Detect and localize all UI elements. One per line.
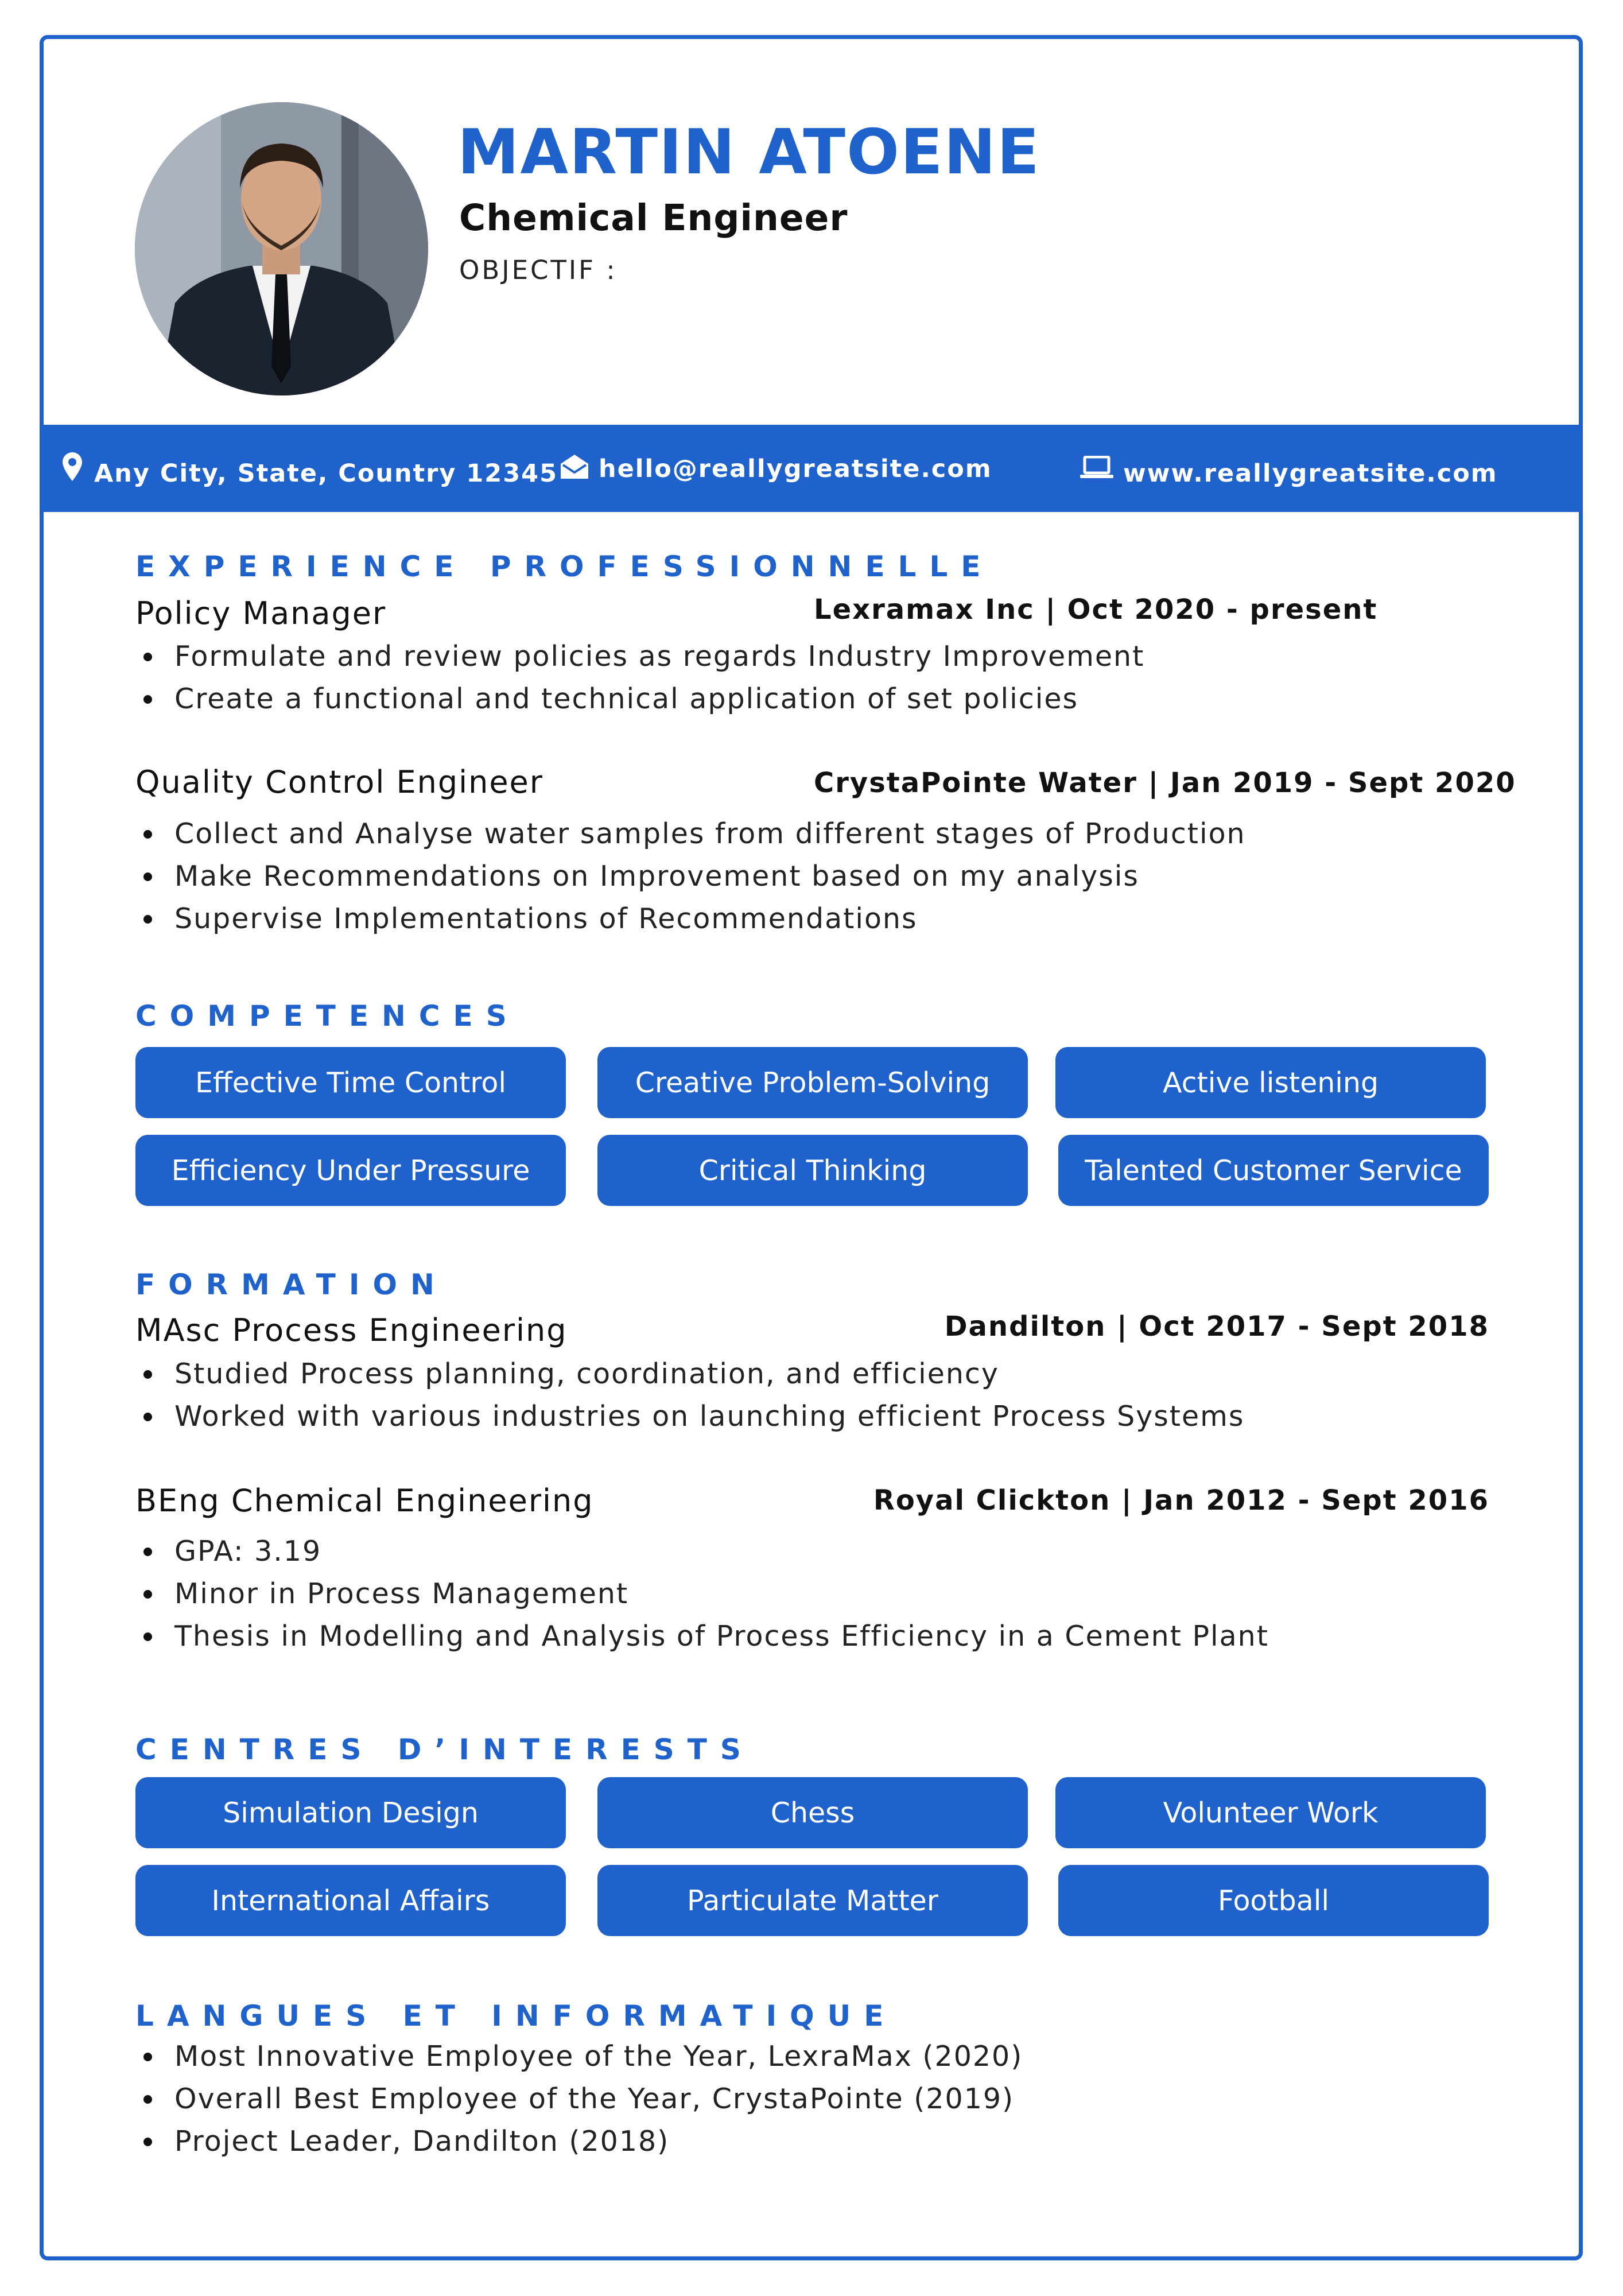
objective-label: OBJECTIF : xyxy=(459,255,618,285)
degree-title: BEng Chemical Engineering xyxy=(135,1483,594,1519)
skill-pill: Creative Problem-Solving xyxy=(597,1047,1028,1118)
website-text[interactable]: www.reallygreatsite.com xyxy=(1123,459,1498,488)
languages-bullets xyxy=(135,2035,1023,2163)
candidate-name: MARTIN ATOENE xyxy=(457,117,1040,188)
job-bullets xyxy=(135,635,1144,720)
list-item: Create a functional and technical application of set policies xyxy=(135,678,1144,720)
section-title-languages: LANGUES ET INFORMATIQUE xyxy=(135,1999,897,2033)
list-item: GPA: 3.19 xyxy=(135,1530,1269,1573)
location-pin-icon xyxy=(63,452,82,481)
list-item: Worked with various industries on launching efficient Process Systems xyxy=(135,1395,1244,1438)
job-title: Chemical Engineer xyxy=(459,197,848,239)
job-role: Quality Control Engineer xyxy=(135,764,543,800)
skill-pill: Talented Customer Service xyxy=(1058,1135,1489,1206)
list-item: Formulate and review policies as regards Industry Improvement xyxy=(135,635,1144,678)
interest-pill: International Affairs xyxy=(135,1865,566,1936)
laptop-icon xyxy=(1080,456,1113,479)
list-item: Make Recommendations on Improvement based on my analysis xyxy=(135,855,1246,898)
list-item: Supervise Implementations of Recommendations xyxy=(135,898,1246,940)
skill-pill: Efficiency Under Pressure xyxy=(135,1135,566,1206)
interest-pill: Football xyxy=(1058,1865,1489,1936)
degree-bullets xyxy=(135,1530,1269,1658)
address-text: Any City, State, Country 12345 xyxy=(94,459,558,488)
job-bullets xyxy=(135,813,1246,940)
list-item: Project Leader, Dandilton (2018) xyxy=(135,2120,1023,2163)
envelope-icon xyxy=(561,455,588,479)
interest-pill: Chess xyxy=(597,1777,1028,1848)
degree-meta: Royal Clickton | Jan 2012 - Sept 2016 xyxy=(873,1484,1489,1517)
section-title-interests: CENTRES D’INTERESTS xyxy=(135,1733,754,1766)
degree-title: MAsc Process Engineering xyxy=(135,1312,568,1348)
skill-pill: Critical Thinking xyxy=(597,1135,1028,1206)
list-item: Most Innovative Employee of the Year, LexraMax (2020) xyxy=(135,2035,1023,2078)
job-meta: Lexramax Inc | Oct 2020 - present xyxy=(814,594,1378,626)
section-title-experience: EXPERIENCE PROFESSIONNELLE xyxy=(135,550,994,583)
job-meta: CrystaPointe Water | Jan 2019 - Sept 2020 xyxy=(814,767,1516,799)
list-item: Thesis in Modelling and Analysis of Process Efficiency in a Cement Plant xyxy=(135,1615,1269,1658)
list-item: Minor in Process Management xyxy=(135,1573,1269,1615)
interest-pill: Volunteer Work xyxy=(1055,1777,1486,1848)
list-item: Studied Process planning, coordination, and efficiency xyxy=(135,1353,1244,1395)
list-item: Overall Best Employee of the Year, CrystaPointe (2019) xyxy=(135,2078,1023,2120)
email-text[interactable]: hello@reallygreatsite.com xyxy=(599,455,992,483)
interest-pill: Particulate Matter xyxy=(597,1865,1028,1936)
section-title-education: FORMATION xyxy=(135,1268,448,1301)
skill-pill: Effective Time Control xyxy=(135,1047,566,1118)
contact-bar xyxy=(41,425,1582,512)
job-role: Policy Manager xyxy=(135,595,387,631)
section-title-skills: COMPETENCES xyxy=(135,999,520,1033)
skill-pill: Active listening xyxy=(1055,1047,1486,1118)
profile-photo xyxy=(135,102,428,395)
list-item: Collect and Analyse water samples from different stages of Production xyxy=(135,813,1246,855)
degree-bullets xyxy=(135,1353,1244,1438)
degree-meta: Dandilton | Oct 2017 - Sept 2018 xyxy=(944,1310,1489,1343)
interest-pill: Simulation Design xyxy=(135,1777,566,1848)
